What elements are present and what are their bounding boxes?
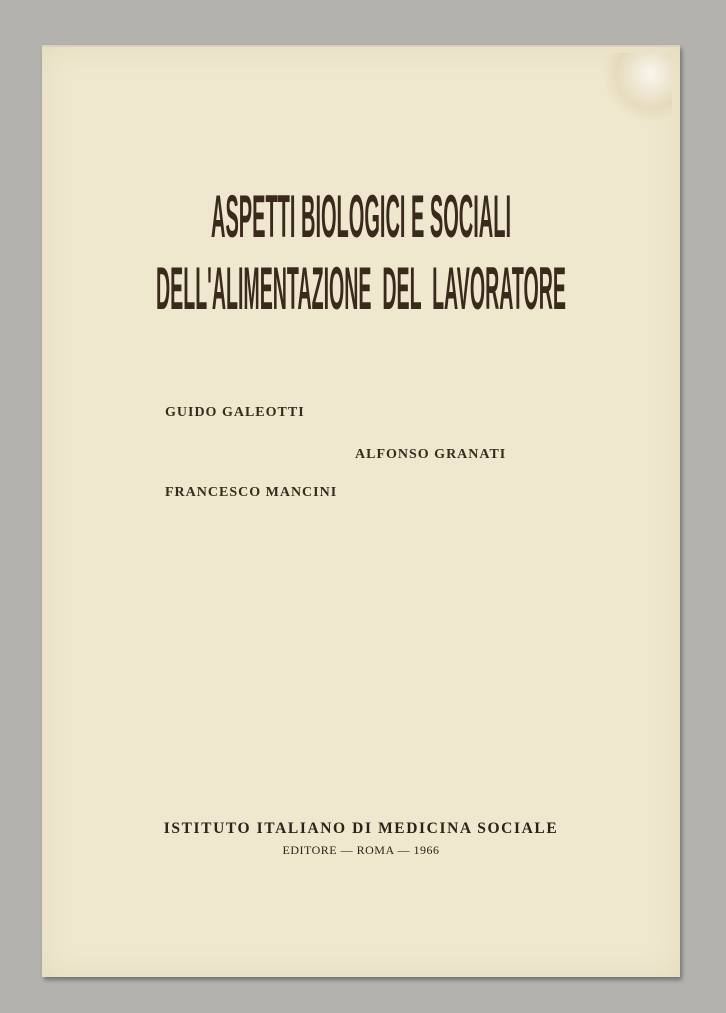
title-line-1: ASPETTI BIOLOGICI E SOCIALI (211, 183, 511, 250)
author-3: FRANCESCO MANCINI (165, 485, 338, 500)
title-block (42, 47, 680, 347)
imprint: EDITORE — ROMA — 1966 (282, 843, 440, 857)
author-1: GUIDO GALEOTTI (165, 405, 305, 420)
title-line-2: DELL'ALIMENTAZIONE DEL LAVORATORE (156, 255, 566, 322)
publisher: ISTITUTO ITALIANO DI MEDICINA SOCIALE (163, 820, 559, 837)
author-2: ALFONSO GRANATI (355, 447, 507, 462)
book-cover (42, 45, 680, 977)
